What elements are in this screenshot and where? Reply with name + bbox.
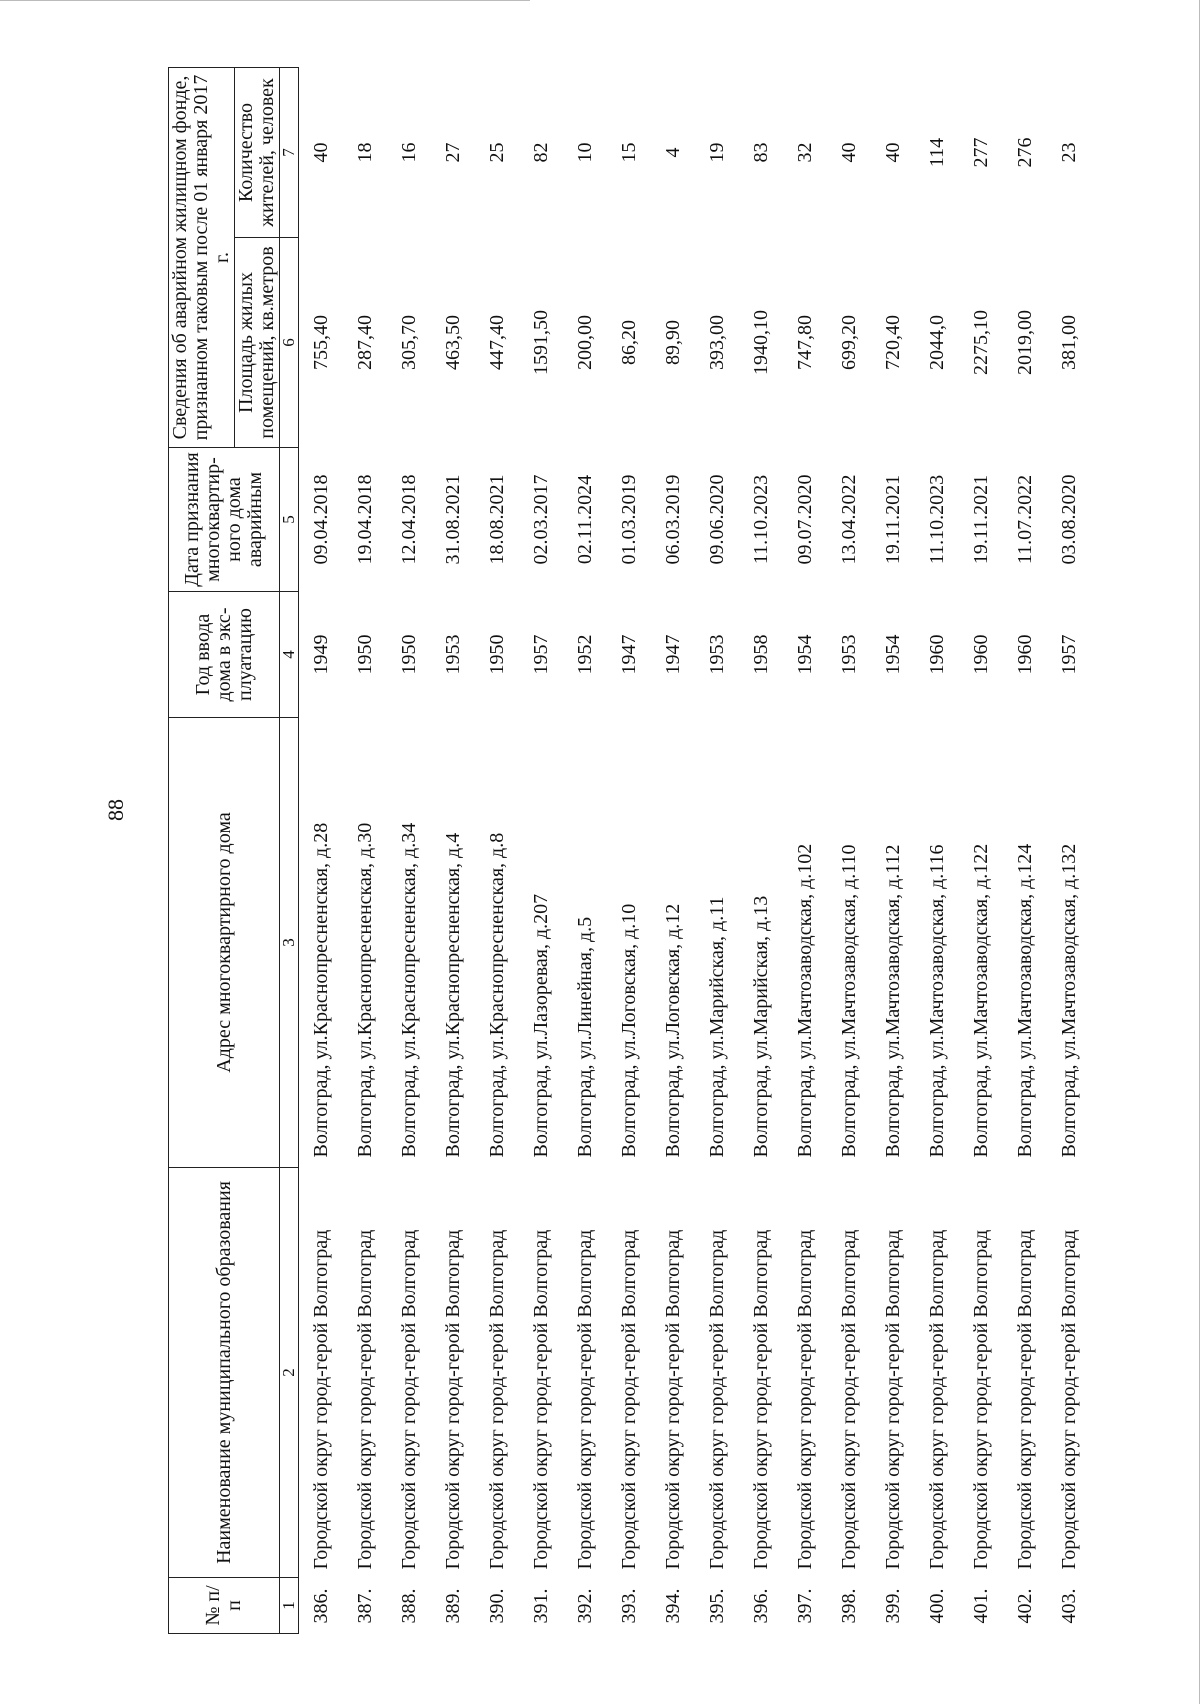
date-cell: 31.08.2021 <box>442 474 464 565</box>
row-number: 399. <box>882 1588 904 1624</box>
municipality-cell: Городской округ город-герой Волгоград <box>530 1229 552 1570</box>
row-number: 400. <box>926 1588 948 1624</box>
year-cell: 1954 <box>794 634 816 675</box>
year-cell: 1950 <box>486 634 508 675</box>
column-number: 4 <box>280 592 299 718</box>
row-number: 387. <box>354 1588 376 1624</box>
residents-cell: 23 <box>1058 142 1080 163</box>
municipality-cell: Городской округ город-герой Волгоград <box>838 1229 860 1570</box>
area-cell: 381,00 <box>1058 315 1080 370</box>
date-cell: 11.07.2022 <box>1014 474 1036 565</box>
table-row <box>387 67 431 1633</box>
page-number: 88 <box>103 799 128 821</box>
address-cell: Волгоград, ул.Линейная, д.5 <box>574 916 596 1158</box>
year-cell: 1960 <box>926 634 948 675</box>
table-row <box>519 67 563 1633</box>
date-cell: 13.04.2022 <box>838 474 860 565</box>
table-row <box>343 67 387 1633</box>
date-cell: 19.11.2021 <box>970 474 992 565</box>
municipality-cell: Городской округ город-герой Волгоград <box>574 1229 596 1570</box>
address-cell: Волгоград, ул.Мачтозаводская, д.124 <box>1014 843 1036 1158</box>
date-cell: 19.04.2018 <box>354 474 376 565</box>
table-row <box>871 67 915 1633</box>
table-row <box>827 67 871 1633</box>
municipality-cell: Городской округ город-герой Волгоград <box>354 1229 376 1570</box>
area-cell: 305,70 <box>398 315 420 370</box>
date-cell: 09.04.2018 <box>310 474 332 565</box>
residents-cell: 32 <box>794 142 816 163</box>
address-cell: Волгоград, ул.Марийская, д.13 <box>750 895 772 1158</box>
area-cell: 2275,10 <box>970 310 992 375</box>
residents-cell: 40 <box>310 142 332 163</box>
year-cell: 1949 <box>310 634 332 675</box>
emergency-housing-table <box>168 67 1091 1634</box>
date-cell: 02.11.2024 <box>574 474 596 565</box>
row-number: 394. <box>662 1588 684 1624</box>
municipality-cell: Городской округ город-герой Волгоград <box>970 1229 992 1570</box>
row-number: 390. <box>486 1588 508 1624</box>
row-number: 401. <box>970 1588 992 1624</box>
year-cell: 1953 <box>838 634 860 675</box>
area-cell: 463,50 <box>442 315 464 370</box>
table-row <box>959 67 1003 1633</box>
address-cell: Волгоград, ул.Краснопресненская, д.34 <box>398 822 420 1158</box>
residents-cell: 82 <box>530 142 552 163</box>
area-cell: 86,20 <box>618 320 640 365</box>
year-cell: 1952 <box>574 634 596 675</box>
year-cell: 1957 <box>530 634 552 675</box>
address-cell: Волгоград, ул.Краснопресненская, д.8 <box>486 832 508 1158</box>
column-number: 1 <box>280 1578 299 1634</box>
municipality-cell: Городской округ город-герой Волгоград <box>1014 1229 1036 1570</box>
address-cell: Волгоград, ул.Лазоревая, д.207 <box>530 893 552 1158</box>
date-cell: 03.08.2020 <box>1058 474 1080 565</box>
municipality-cell: Городской округ город-герой Волгоград <box>398 1229 420 1570</box>
municipality-cell: Городской округ город-герой Волгоград <box>750 1229 772 1570</box>
table-row <box>695 67 739 1633</box>
address-cell: Волгоград, ул.Логовская, д.10 <box>618 903 640 1158</box>
year-cell: 1947 <box>618 634 640 675</box>
residents-cell: 16 <box>398 142 420 163</box>
address-cell: Волгоград, ул.Мачтозаводская, д.122 <box>970 843 992 1158</box>
residents-cell: 277 <box>970 137 992 168</box>
table-row <box>1047 67 1091 1633</box>
table-body <box>299 67 1092 1633</box>
address-cell: Волгоград, ул.Мачтозаводская, д.102 <box>794 843 816 1158</box>
row-number: 391. <box>530 1588 552 1624</box>
table-row <box>915 67 959 1633</box>
residents-cell: 19 <box>706 142 728 163</box>
row-number: 388. <box>398 1588 420 1624</box>
row-number: 402. <box>1014 1588 1036 1624</box>
date-cell: 09.07.2020 <box>794 474 816 565</box>
rotated-table-container <box>168 68 1080 1634</box>
residents-cell: 40 <box>882 142 904 163</box>
row-number: 403. <box>1058 1588 1080 1624</box>
address-cell: Волгоград, ул.Краснопресненская, д.4 <box>442 832 464 1158</box>
year-cell: 1947 <box>662 634 684 675</box>
row-number: 392. <box>574 1588 596 1624</box>
year-cell: 1960 <box>970 634 992 675</box>
year-cell: 1958 <box>750 634 772 675</box>
header-year-built: Год ввода дома в экс-плуатацию <box>169 592 280 718</box>
column-number: 3 <box>280 718 299 1168</box>
residents-cell: 15 <box>618 142 640 163</box>
header-municipality: Наименование муниципального образования <box>169 1168 280 1578</box>
municipality-cell: Городской округ город-герой Волгоград <box>1058 1229 1080 1570</box>
table-row <box>299 67 344 1633</box>
area-cell: 720,40 <box>882 315 904 370</box>
area-cell: 747,80 <box>794 315 816 370</box>
year-cell: 1953 <box>442 634 464 675</box>
municipality-cell: Городской округ город-герой Волгоград <box>662 1229 684 1570</box>
area-cell: 699,20 <box>838 315 860 370</box>
header-residents: Количество жителей, человек <box>235 67 280 237</box>
area-cell: 447,40 <box>486 315 508 370</box>
year-cell: 1953 <box>706 634 728 675</box>
municipality-cell: Городской округ город-герой Волгоград <box>310 1229 332 1570</box>
residents-cell: 114 <box>926 137 948 168</box>
address-cell: Волгоград, ул.Краснопресненская, д.30 <box>354 822 376 1158</box>
row-number: 389. <box>442 1588 464 1624</box>
date-cell: 12.04.2018 <box>398 474 420 565</box>
residents-cell: 83 <box>750 142 772 163</box>
date-cell: 18.08.2021 <box>486 474 508 565</box>
column-number: 2 <box>280 1168 299 1578</box>
area-cell: 2044,0 <box>926 315 948 370</box>
area-cell: 200,00 <box>574 315 596 370</box>
row-number: 395. <box>706 1588 728 1624</box>
table-header <box>169 67 299 1633</box>
table-row <box>651 67 695 1633</box>
date-cell: 09.06.2020 <box>706 474 728 565</box>
date-cell: 02.03.2017 <box>530 474 552 565</box>
address-cell: Волгоград, ул.Логовская, д.12 <box>662 903 684 1158</box>
table-row <box>739 67 783 1633</box>
address-cell: Волгоград, ул.Марийская, д.11 <box>706 896 728 1158</box>
area-cell: 755,40 <box>310 315 332 370</box>
residents-cell: 4 <box>662 147 684 158</box>
area-cell: 2019,00 <box>1014 310 1036 375</box>
address-cell: Волгоград, ул.Мачтозаводская, д.116 <box>926 844 948 1158</box>
header-recognition-date: Дата признания многоквартир-ного дома аварийным <box>169 448 280 592</box>
row-number: 393. <box>618 1588 640 1624</box>
row-number: 398. <box>838 1588 860 1624</box>
municipality-cell: Городской округ город-герой Волгоград <box>794 1229 816 1570</box>
municipality-cell: Городской округ город-герой Волгоград <box>486 1229 508 1570</box>
table-row <box>475 67 519 1633</box>
area-cell: 393,00 <box>706 315 728 370</box>
municipality-cell: Городской округ город-герой Волгоград <box>706 1229 728 1570</box>
date-cell: 11.10.2023 <box>750 474 772 565</box>
residents-cell: 10 <box>574 142 596 163</box>
residents-cell: 18 <box>354 142 376 163</box>
residents-cell: 276 <box>1014 137 1036 168</box>
row-number: 386. <box>310 1588 332 1624</box>
header-column-numbers <box>280 67 299 1633</box>
year-cell: 1960 <box>1014 634 1036 675</box>
residents-cell: 27 <box>442 142 464 163</box>
residents-cell: 25 <box>486 142 508 163</box>
address-cell: Волгоград, ул.Мачтозаводская, д.112 <box>882 844 904 1158</box>
header-row-number: № п/п <box>169 1578 280 1634</box>
table-row <box>1003 67 1047 1633</box>
address-cell: Волгоград, ул.Мачтозаводская, д.132 <box>1058 843 1080 1158</box>
column-number: 7 <box>280 67 299 237</box>
residents-cell: 40 <box>838 142 860 163</box>
table-row <box>431 67 475 1633</box>
year-cell: 1954 <box>882 634 904 675</box>
municipality-cell: Городской округ город-герой Волгоград <box>882 1229 904 1570</box>
table-row <box>563 67 607 1633</box>
date-cell: 06.03.2019 <box>662 474 684 565</box>
header-area: Площадь жилых помещений, кв.метров <box>235 238 280 448</box>
year-cell: 1950 <box>354 634 376 675</box>
area-cell: 89,90 <box>662 320 684 365</box>
municipality-cell: Городской округ город-герой Волгоград <box>618 1229 640 1570</box>
address-cell: Волгоград, ул.Краснопресненская, д.28 <box>310 822 332 1158</box>
table-row <box>607 67 651 1633</box>
date-cell: 01.03.2019 <box>618 474 640 565</box>
year-cell: 1957 <box>1058 634 1080 675</box>
table-row <box>783 67 827 1633</box>
date-cell: 19.11.2021 <box>882 474 904 565</box>
header-housing-group: Сведения об аварийном жилищном фонде, признанном таковым после 01 января 2017 г. <box>169 67 235 447</box>
date-cell: 11.10.2023 <box>926 474 948 565</box>
row-number: 396. <box>750 1588 772 1624</box>
header-address: Адрес многоквартирного дома <box>169 718 280 1168</box>
municipality-cell: Городской округ город-герой Волгоград <box>926 1229 948 1570</box>
column-number: 6 <box>280 238 299 448</box>
area-cell: 1940,10 <box>750 310 772 375</box>
area-cell: 287,40 <box>354 315 376 370</box>
column-number: 5 <box>280 448 299 592</box>
year-cell: 1950 <box>398 634 420 675</box>
address-cell: Волгоград, ул.Мачтозаводская, д.110 <box>838 844 860 1158</box>
area-cell: 1591,50 <box>530 310 552 375</box>
municipality-cell: Городской округ город-герой Волгоград <box>442 1229 464 1570</box>
row-number: 397. <box>794 1588 816 1624</box>
scan-edge-top <box>0 0 530 1</box>
